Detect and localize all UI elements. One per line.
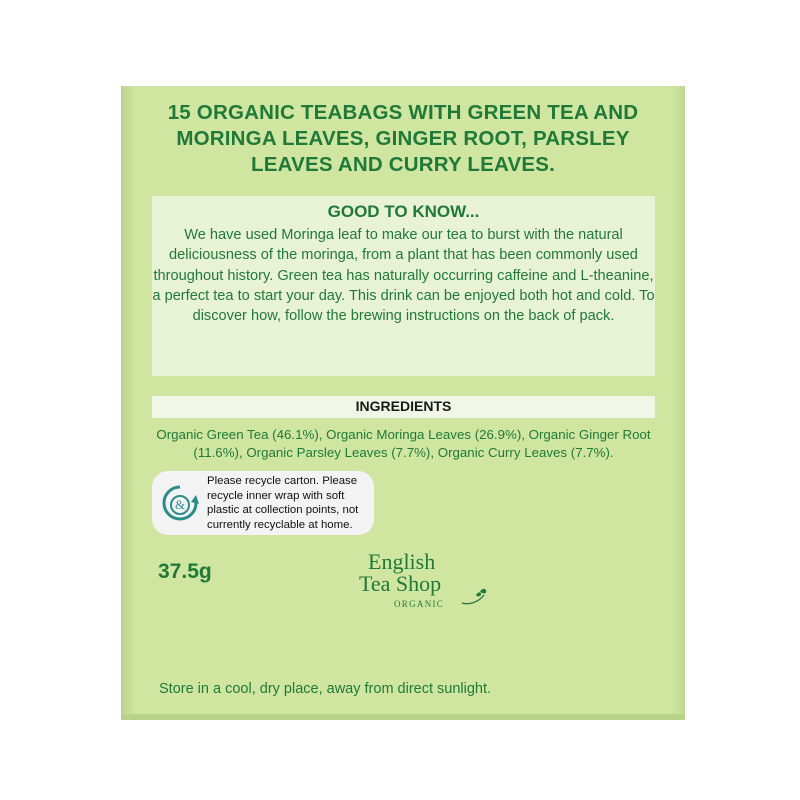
box-bottom-edge [121,714,685,720]
net-weight: 37.5g [158,560,212,583]
ingredients-title: INGREDIENTS [355,398,452,414]
brand-logo [356,549,496,619]
brand-line-1: English [368,549,436,574]
svg-text:&: & [175,497,186,512]
ingredients-text: Organic Green Tea (46.1%), Organic Moringa Leaves (26.9%), Organic Ginger Root (11.6%), Organic Parsley Leaves (7.7%), Organic Curry Leaves (7.7%). [156,427,651,460]
brand-line-2: Tea Shop [359,571,442,596]
leaf-icon [460,585,488,607]
recycle-icon [158,481,202,525]
good-to-know-body: We have used Moringa leaf to make our tea to burst with the natural deliciousness of the moringa, from a plant that has been commonly used throughout history. Green tea has naturally occurring caffeine and L-theanine, a perfect tea to start your day. This drink can be enjoyed both hot and cold. To discover how, follow the brewing instructions on the back of pack. [152,227,655,325]
product-headline: 15 ORGANIC TEABAGS WITH GREEN TEA AND MORINGA LEAVES, GINGER ROOT, PARSLEY LEAVES AND CURRY LEAVES. [167,101,639,176]
box-left-edge [121,86,135,720]
recycle-text: Please recycle carton. Please recycle inner wrap with soft plastic at collection points, not currently recyclable at home. [207,475,359,531]
box-right-edge [672,86,685,720]
good-to-know-title: GOOD TO KNOW... [327,202,480,221]
brand-line-3: ORGANIC [394,599,445,609]
storage-instructions: Store in a cool, dry place, away from direct sunlight. [159,681,492,697]
